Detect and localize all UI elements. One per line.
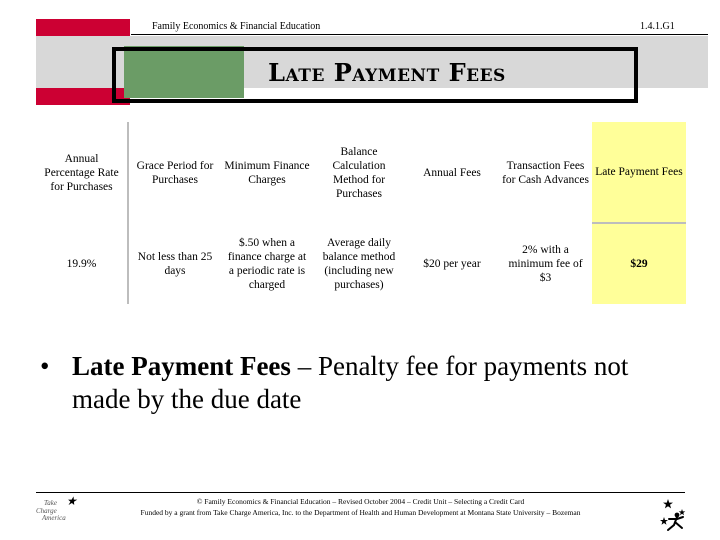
header-divider (131, 34, 708, 35)
bullet-definition: – Penalty fee for payments not made by the due date (72, 351, 629, 414)
header-cell-late-payment-fees: Late Payment Fees (592, 122, 686, 223)
header-slide-number: 1.4.1.G1 (640, 21, 675, 32)
take-charge-america-logo (36, 494, 80, 523)
header-cell-transaction-fees: Transaction Fees for Cash Advances (502, 159, 589, 186)
header-cell-annual-fees: Annual Fees (423, 166, 481, 179)
table-row (36, 223, 686, 304)
footer-copyright: © Family Economics & Financial Education – Revised October 2004 – Credit Unit – Selecting a Credit Card (196, 497, 525, 506)
bullet-text (72, 350, 660, 416)
table-header-row (36, 122, 686, 223)
star-figure-icon (656, 497, 690, 533)
header-cell-minimum-finance: Minimum Finance Charges (224, 159, 310, 186)
footer-divider (36, 492, 685, 493)
header-organization: Family Economics & Financial Education (152, 21, 321, 32)
footer-credits (88, 496, 633, 518)
credit-card-fees-table (36, 122, 686, 304)
definition-bullet (40, 350, 660, 416)
bullet-term: Late Payment Fees (72, 351, 291, 381)
bullet-marker: • (40, 351, 50, 381)
cell-late-payment-fees: $29 (592, 223, 686, 304)
cell-annual-fees: $20 per year (423, 257, 481, 270)
header-cell-balance-method: Balance Calculation Method for Purchases (332, 145, 386, 200)
cell-apr: 19.9% (66, 257, 97, 270)
logo-text-america: America (42, 514, 66, 522)
cell-grace-period: Not less than 25 days (128, 223, 221, 304)
footer-funding: Funded by a grant from Take Charge America, Inc. to the Department of Health and Human Development at Montana State University – Bozeman (140, 508, 581, 517)
logo-text-charge: Charge (36, 507, 57, 515)
cell-transaction-fees: 2% with a minimum fee of $3 (508, 243, 583, 284)
cell-minimum-finance: $.50 when a finance charge at a periodic rate is charged (227, 236, 307, 291)
header-cell-apr: Annual Percentage Rate for Purchases (44, 152, 119, 193)
logo-text-take: Take (44, 499, 57, 507)
cell-balance-method: Average daily balance method (including new purchases) (322, 236, 396, 291)
page-title: Late Payment Fees (268, 58, 506, 87)
star-icon: ★ (66, 494, 77, 508)
header-cell-grace-period: Grace Period for Purchases (128, 122, 221, 223)
